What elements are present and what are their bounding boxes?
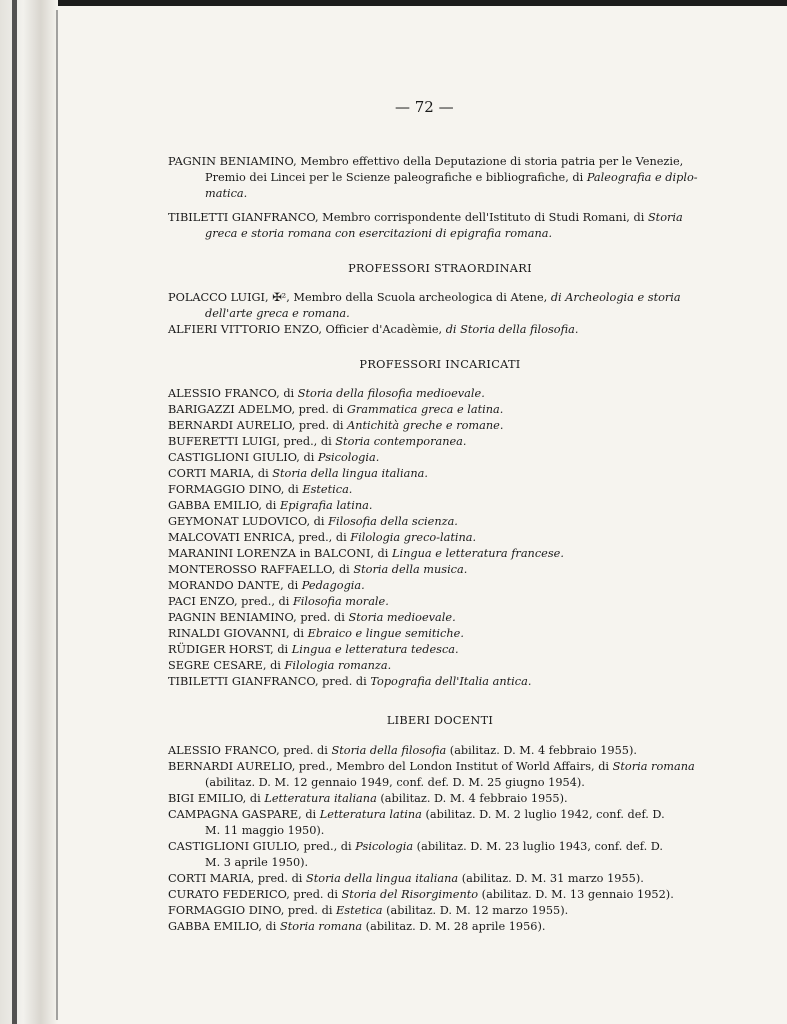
entry-subject: di Storia della filosofia.: [445, 323, 579, 336]
item-prefix: CASTIGLIONI GIULIO, di: [168, 451, 318, 464]
list-item: [168, 530, 476, 546]
list-item: [168, 807, 716, 839]
entry-text: ✠², Membro della Scuola archeologica di Atene,: [268, 291, 551, 304]
entry-continuation-2: [168, 186, 716, 202]
list-item: [168, 759, 716, 791]
item-prefix: SEGRE CESARE, di: [168, 659, 285, 672]
item-subject: Estetica.: [302, 483, 353, 496]
item-prefix: BARIGAZZI ADELMO, pred. di: [168, 403, 347, 416]
item-suffix: (abilitaz. D. M. 4 febbraio 1955).: [376, 792, 568, 805]
item-prefix: GABBA EMILIO, di: [168, 499, 280, 512]
item-prefix: MARANINI LORENZA in BALCONI, di: [168, 547, 392, 560]
entry-subject-cont: greca e storia romana con esercitazioni di epigrafia romana.: [205, 227, 553, 240]
entry-polacco: [168, 290, 716, 322]
list-item: [168, 434, 467, 450]
item-prefix: MORANDO DANTE, di: [168, 579, 302, 592]
item-prefix: BUFERETTI LUIGI, pred., di: [168, 435, 336, 448]
item-prefix: ALESSIO FRANCO, pred. di: [168, 744, 332, 757]
entry-name: TIBILETTI GIANFRANCO,: [168, 211, 319, 224]
heading-liberi-docenti: LIBERI DOCENTI: [386, 714, 494, 727]
item-subject: Letteratura latina: [319, 808, 422, 821]
heading-straordinari: PROFESSORI STRAORDINARI: [348, 262, 532, 275]
list-item: [168, 743, 716, 759]
entry-subject: Paleografia e diplo-: [586, 171, 698, 184]
item-subject: Storia contemporanea.: [335, 435, 467, 448]
item-subject: Pedagogia.: [301, 579, 365, 592]
entry-name: ALFIERI VITTORIO ENZO,: [168, 323, 322, 336]
item-continuation: M. 3 aprile 1950).: [205, 856, 309, 869]
item-subject: Psicologia.: [317, 451, 380, 464]
item-subject: Lingua e letteratura tedesca.: [291, 643, 459, 656]
item-prefix: TIBILETTI GIANFRANCO, pred. di: [168, 675, 371, 688]
book-binding-shadow: [0, 0, 58, 1024]
list-item: [168, 674, 531, 690]
item-prefix: FORMAGGIO DINO, pred. di: [168, 904, 337, 917]
item-subject: Filologia romanza.: [284, 659, 392, 672]
entry-tibiletti: [168, 210, 716, 242]
item-prefix: BIGI EMILIO, di: [168, 792, 265, 805]
list-item: [168, 658, 391, 674]
entry-text: Membro effettivo della Deputazione di storia patria per le Venezie,: [296, 155, 684, 168]
item-prefix: CORTI MARIA, di: [168, 467, 273, 480]
entry-subject: Storia: [647, 211, 683, 224]
list-item: [168, 562, 467, 578]
item-subject: Storia romana: [612, 760, 695, 773]
list-item: [168, 578, 365, 594]
binding-dark-edge: [12, 0, 17, 1024]
item-prefix: ALESSIO FRANCO, di: [168, 387, 298, 400]
entry-subject-cont: dell'arte greca e romana.: [205, 307, 350, 320]
item-prefix: MALCOVATI ENRICA, pred., di: [168, 531, 351, 544]
entry-continuation: [168, 226, 716, 242]
entry-text: Membro corrispondente dell'Istituto di Studi Romani, di: [318, 211, 648, 224]
scan-top-edge: [0, 0, 787, 6]
entry-subject-cont: matica.: [205, 187, 248, 200]
list-item: [168, 839, 716, 871]
entry-text: Officier d'Acadèmie,: [321, 323, 446, 336]
item-prefix: BERNARDI AURELIO, pred. di: [168, 419, 348, 432]
item-suffix: (abilitaz. D. M. 12 marzo 1955).: [382, 904, 569, 917]
list-item: [168, 386, 485, 402]
item-suffix: (abilitaz. D. M. 2 luglio 1942, conf. def. D.: [421, 808, 665, 821]
item-suffix: (abilitaz. D. M. 31 marzo 1955).: [458, 872, 644, 885]
item-subject: Filosofia morale.: [292, 595, 389, 608]
item-subject: Storia del Risorgimento: [341, 888, 479, 901]
item-suffix: (abilitaz. D. M. 4 febbraio 1955).: [446, 744, 637, 757]
list-item: [168, 482, 352, 498]
item-subject: Grammatica greca e latina.: [346, 403, 504, 416]
entry-cont-text: Premio dei Lincei per le Scienze paleografiche e bibliografiche, di: [205, 171, 587, 184]
item-prefix: PAGNIN BENIAMINO, pred. di: [168, 611, 349, 624]
item-subject: Estetica: [336, 904, 383, 917]
list-item: [168, 871, 716, 887]
item-prefix: MONTEROSSO RAFFAELLO, di: [168, 563, 354, 576]
entry-subject: di Archeologia e storia: [550, 291, 681, 304]
entry-pagnin: [168, 154, 716, 202]
item-prefix: RÜDIGER HORST, di: [168, 643, 292, 656]
item-subject: Storia della lingua italiana: [306, 872, 459, 885]
list-item: [168, 594, 389, 610]
item-subject: Storia della musica.: [353, 563, 468, 576]
list-item: [168, 402, 503, 418]
entry-name: PAGNIN BENIAMINO,: [168, 155, 297, 168]
item-subject: Lingua e letteratura francese.: [392, 547, 564, 560]
item-subject: Topografia dell'Italia antica.: [370, 675, 532, 688]
item-continuation: M. 11 maggio 1950).: [205, 824, 325, 837]
entry-continuation: [168, 306, 716, 322]
entry-name: POLACCO LUIGI,: [168, 291, 269, 304]
item-subject: Storia della lingua italiana.: [272, 467, 428, 480]
list-item: [168, 546, 564, 562]
list-item: [168, 610, 456, 626]
list-item: [168, 498, 372, 514]
item-prefix: PACI ENZO, pred., di: [168, 595, 293, 608]
item-subject: Storia medioevale.: [348, 611, 456, 624]
item-subject: Storia romana: [280, 920, 363, 933]
entry-alfieri: [168, 322, 578, 338]
list-item: [168, 642, 459, 658]
list-item: [168, 887, 716, 903]
list-item: [168, 466, 428, 482]
heading-incaricati: PROFESSORI INCARICATI: [359, 358, 521, 371]
item-prefix: BERNARDI AURELIO, pred., Membro del London Institut of World Affairs, di: [168, 760, 613, 773]
list-item: [168, 626, 464, 642]
list-item: [168, 450, 379, 466]
list-item: [168, 418, 503, 434]
binding-margin-line: [56, 10, 58, 1020]
item-subject: Storia della filosofia: [331, 744, 447, 757]
item-subject: Storia della filosofia medioevale.: [297, 387, 485, 400]
item-prefix: GEYMONAT LUDOVICO, di: [168, 515, 329, 528]
item-continuation: (abilitaz. D. M. 12 gennaio 1949, conf. def. D. M. 25 giugno 1954).: [205, 776, 585, 789]
item-subject: Letteratura italiana: [264, 792, 377, 805]
entry-continuation: [168, 170, 716, 186]
list-item: [168, 919, 716, 935]
item-subject: Ebraico e lingue semitiche.: [307, 627, 464, 640]
item-prefix: GABBA EMILIO, di: [168, 920, 280, 933]
item-prefix: CASTIGLIONI GIULIO, pred., di: [168, 840, 356, 853]
item-suffix: (abilitaz. D. M. 23 luglio 1943, conf. def. D.: [413, 840, 664, 853]
page-number: — 72 —: [395, 98, 454, 116]
item-prefix: CORTI MARIA, pred. di: [168, 872, 307, 885]
list-item: [168, 514, 458, 530]
item-subject: Filosofia della scienza.: [328, 515, 458, 528]
item-subject: Filologia greco-latina.: [350, 531, 477, 544]
item-suffix: (abilitaz. D. M. 28 aprile 1956).: [362, 920, 546, 933]
list-item: [168, 791, 716, 807]
item-prefix: CAMPAGNA GASPARE, di: [168, 808, 320, 821]
item-prefix: CURATO FEDERICO, pred. di: [168, 888, 342, 901]
list-item: [168, 903, 716, 919]
item-suffix: (abilitaz. D. M. 13 gennaio 1952).: [478, 888, 674, 901]
item-prefix: FORMAGGIO DINO, di: [168, 483, 303, 496]
item-subject: Antichità greche e romane.: [347, 419, 504, 432]
item-subject: Psicologia: [355, 840, 414, 853]
item-prefix: RINALDI GIOVANNI, di: [168, 627, 308, 640]
item-subject: Epigrafia latina.: [280, 499, 373, 512]
